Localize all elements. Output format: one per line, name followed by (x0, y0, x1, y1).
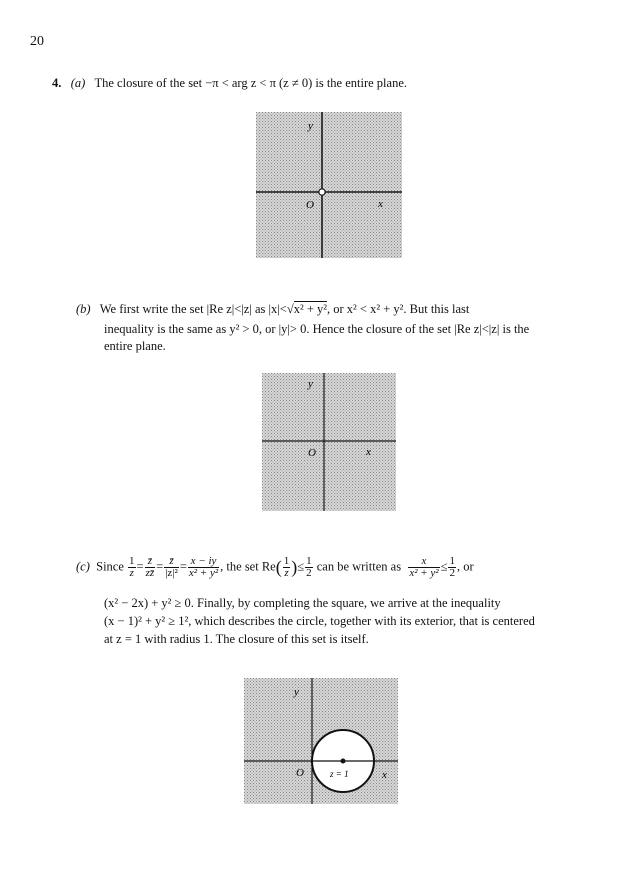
figure-b-shaded-plane (262, 373, 396, 511)
figure-b-y-label: y (308, 378, 313, 390)
figure-a (256, 112, 402, 258)
figure-c (244, 678, 398, 804)
part-c-line-4: at z = 1 with radius 1. The closure of this set is itself. (104, 632, 369, 646)
figure-a-shaded-plane (256, 112, 402, 258)
frac-1-over-z: $\frac{1}{z}$ (129, 555, 135, 579)
figure-c-y-label: y (294, 686, 299, 698)
figure-c-x-label: x (382, 769, 387, 781)
part-c-since: Since (96, 559, 124, 574)
figure-a-y-label: y (308, 120, 313, 132)
figure-c-origin-label: O (296, 767, 304, 779)
figure-a-x-label: x (378, 198, 383, 210)
part-c-can: can be written as (316, 559, 402, 574)
part-c-label: (c) (76, 559, 90, 574)
part-a-line (52, 76, 407, 91)
part-b-line-3: entire plane. (104, 339, 166, 353)
figure-c-center-point (341, 759, 346, 764)
part-b-line-1 (76, 302, 469, 317)
part-c-line-2: (x² − 2x) + y² ≥ 0. Finally, by completing the square, we arrive at the inequality (104, 596, 501, 610)
frac-zbar-over-modz2: $\frac{z̄}{\text{|z|²}}$ (165, 555, 178, 579)
figure-a-origin-hole (319, 189, 325, 195)
part-a-label: (a) (70, 76, 86, 90)
figure-b-origin-label: O (308, 447, 316, 459)
part-c-line-1: (c) Since $\frac{1}{z}$ = $\frac{z̄}{zz̄}$ = $\frac{z̄}{\text{|z|²}}$ = $\frac{x - iy}{\text{x² + y²}}$ , the set Re( $\frac{1}{z}$ )≤ $\frac{1}{2}$ can be written as $\frac{x}{\text{x² + y²}}$ ≤ $\frac{1}{2}$ , or (76, 555, 474, 579)
figure-c-center-label: z = 1 (330, 769, 349, 779)
figure-b-x-label: x (366, 446, 371, 458)
frac-re-1-over-z: $\frac{1}{z}$ (283, 555, 290, 579)
part-b-label: (b) (76, 302, 91, 316)
figure-b (262, 373, 396, 511)
part-a-text: The closure of the set −π < arg z < π (z ≠ 0) is the entire plane. (94, 76, 408, 90)
frac-x-iy: $\frac{x - iy}{\text{x² + y²}}$ (188, 555, 219, 579)
frac-half-1: $\frac{1}{2}$ (306, 555, 312, 579)
figure-a-origin-label: O (306, 199, 314, 211)
part-b-line-2: inequality is the same as y² > 0, or |y|> 0. Hence the closure of the set |Re z|<|z| is the (104, 322, 530, 336)
sqrt-sign: √ (286, 302, 294, 316)
problem-number: 4. (52, 76, 62, 90)
frac-half-2: $\frac{1}{2}$ (449, 555, 455, 579)
page-number: 20 (30, 34, 44, 49)
part-c-le: ≤ (297, 559, 305, 574)
frac-x-over-r2: $\frac{x}{\text{x² + y²}}$ (409, 555, 439, 579)
part-b-sqrt-content: x² + y² (293, 302, 327, 316)
part-b-line-1-post: , or x² < x² + y². But this last (327, 302, 470, 316)
frac-zbar-over-zzbar: $\frac{z̄}{zz̄}$ (145, 555, 155, 579)
part-c-line-3: (x − 1)² + y² ≥ 1², which describes the circle, together with its exterior, that is centered (104, 614, 535, 628)
part-c-mid: , the set Re (220, 559, 276, 574)
part-b-line-1-pre: We first write the set |Re z|<|z| as |x|< (99, 302, 287, 316)
part-c-or: , or (456, 559, 474, 574)
